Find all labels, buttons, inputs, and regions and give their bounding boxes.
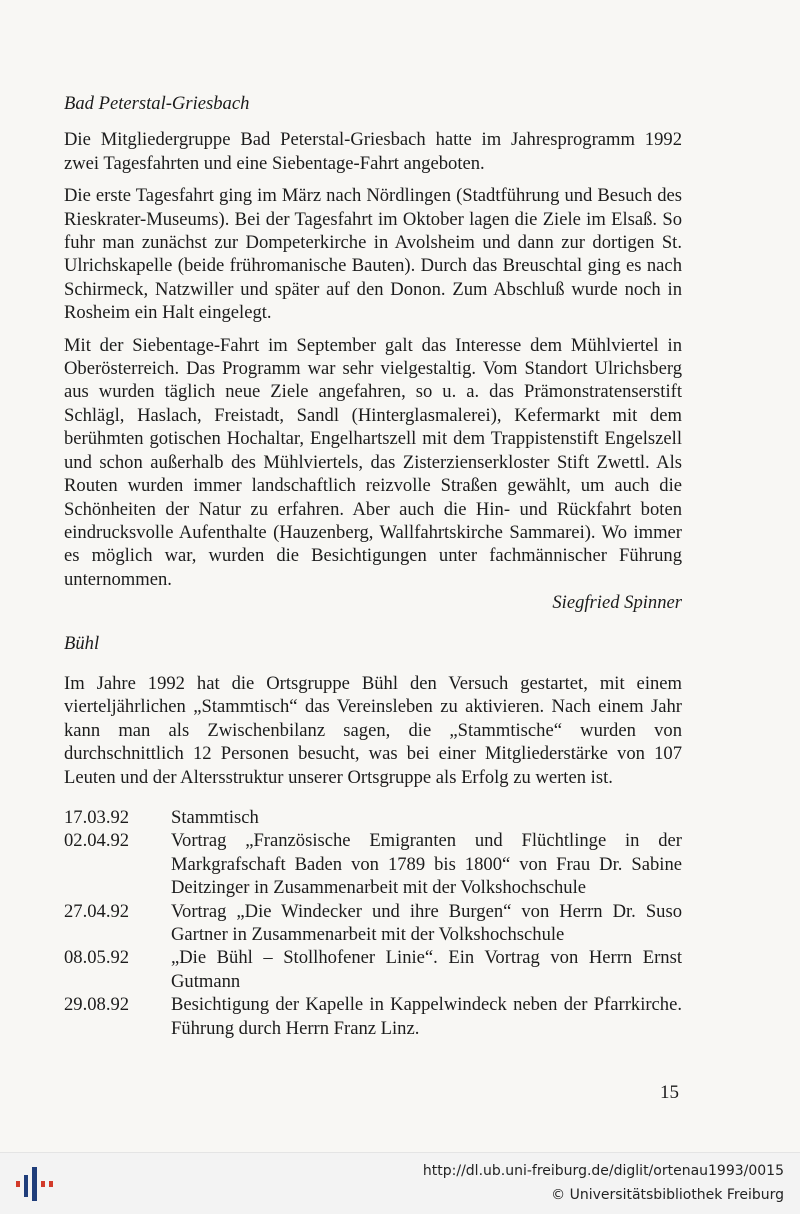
viewer-footer <box>0 1152 800 1214</box>
event-date: 27.04.92 <box>64 900 130 922</box>
copyright-notice: © Universitätsbibliothek Freiburg <box>551 1187 784 1203</box>
event-date: 02.04.92 <box>64 830 130 852</box>
event-row <box>64 806 682 829</box>
event-list <box>64 806 682 1040</box>
paragraph: Die Mitgliedergruppe Bad Peterstal-Griesbach hatte im Jahresprogramm 1992 zwei Tagesfahrten und eine Siebentage-Fahrt angeboten. <box>64 129 682 174</box>
author-signature: Siegfried Spinner <box>552 592 682 614</box>
event-date: 17.03.92 <box>64 806 130 828</box>
event-row <box>64 946 682 993</box>
page-number: 15 <box>660 1082 679 1103</box>
event-date: 29.08.92 <box>64 994 130 1016</box>
paragraph: Die erste Tagesfahrt ging im März nach Nördlingen (Stadtführung und Besuch des Rieskrater-Museums). Bei der Tagesfahrt im Oktober lagen die Ziele im Elsaß. So fuhr man zunächst zur Dompeterkirche in Avolsheim und dann zur dortigen St. Ulrichskapelle (beide frühromanische Bauten). Durch das Breuschtal ging es nach Schirmeck, Natzwiller und später auf den Donon. Zum Abschluß wurde noch in Rosheim ein Halt eingelegt. <box>64 185 682 324</box>
event-description: Besichtigung der Kapelle in Kappelwindeck neben der Pfarrkirche. Führung durch Herrn Franz Linz. <box>171 994 682 1039</box>
paragraph: Im Jahre 1992 hat die Ortsgruppe Bühl den Versuch gestartet, mit einem vierteljährlichen „Stammtisch“ das Vereinsleben zu aktivieren. Nach einem Jahr kann man als Zwischenbilanz sagen, die „Stammtische“ wurden von durchschnittlich 12 Personen besucht, was bei einer Mitgliederstärke von 107 Leuten und der Altersstruktur unserer Ortsgruppe als Erfolg zu werten ist. <box>64 672 682 788</box>
section-heading-buehl: Bühl <box>64 632 100 654</box>
paragraph: Mit der Siebentage-Fahrt im September galt das Interesse dem Mühlviertel in Oberösterreich. Das Programm war sehr vielgestaltig. Vom Standort Ulrichsberg aus wurden täglich neue Ziele angefahren, so u. a. das Prämonstratenserstift Schlägl, Haslach, Freistadt, Sandl (Hinterglasmalerei), Kefermarkt mit dem berühmten gotischen Hochaltar, Engelhartszell mit dem Trappistenstift Engelszell und schon außerhalb des Mühlviertels, das Zisterzienserkloster Stift Zwettl. Als Routen wurden immer landschaftlich reizvolle Straßen gewählt, um auch die Schönheiten der Natur zu erfahren. Aber auch die Hin- und Rückfahrt boten eindrucksvolle Aufenthalte (Hauzenberg, Wallfahrtskirche Sammarei). Wo immer es möglich war, wurden die Besichtigungen unter fachmännischer Führung unternommen. <box>64 334 682 590</box>
event-description: Vortrag „Französische Emigranten und Flüchtlinge in der Markgrafschaft Baden von 1789 bis 1800“ von Frau Dr. Sabine Deitzinger in Zusammenarbeit mit der Volkshochschule <box>171 830 682 899</box>
event-row <box>64 993 682 1040</box>
event-description: „Die Bühl – Stollhofener Linie“. Ein Vortrag von Herrn Ernst Gutmann <box>171 947 682 992</box>
event-description: Vortrag „Die Windecker und ihre Burgen“ von Herrn Dr. Suso Gartner in Zusammenarbeit mit der Volkshochschule <box>171 900 682 945</box>
event-date: 08.05.92 <box>64 947 130 969</box>
event-description: Stammtisch <box>171 806 259 828</box>
section-heading-bad-peterstal: Bad Peterstal-Griesbach <box>64 93 250 114</box>
page-content <box>64 92 682 1040</box>
ub-freiburg-logo-icon <box>10 1161 58 1207</box>
event-row <box>64 900 682 947</box>
event-row <box>64 829 682 899</box>
document-url-link[interactable]: http://dl.ub.uni-freiburg.de/diglit/ortenau1993/0015 <box>422 1163 784 1179</box>
